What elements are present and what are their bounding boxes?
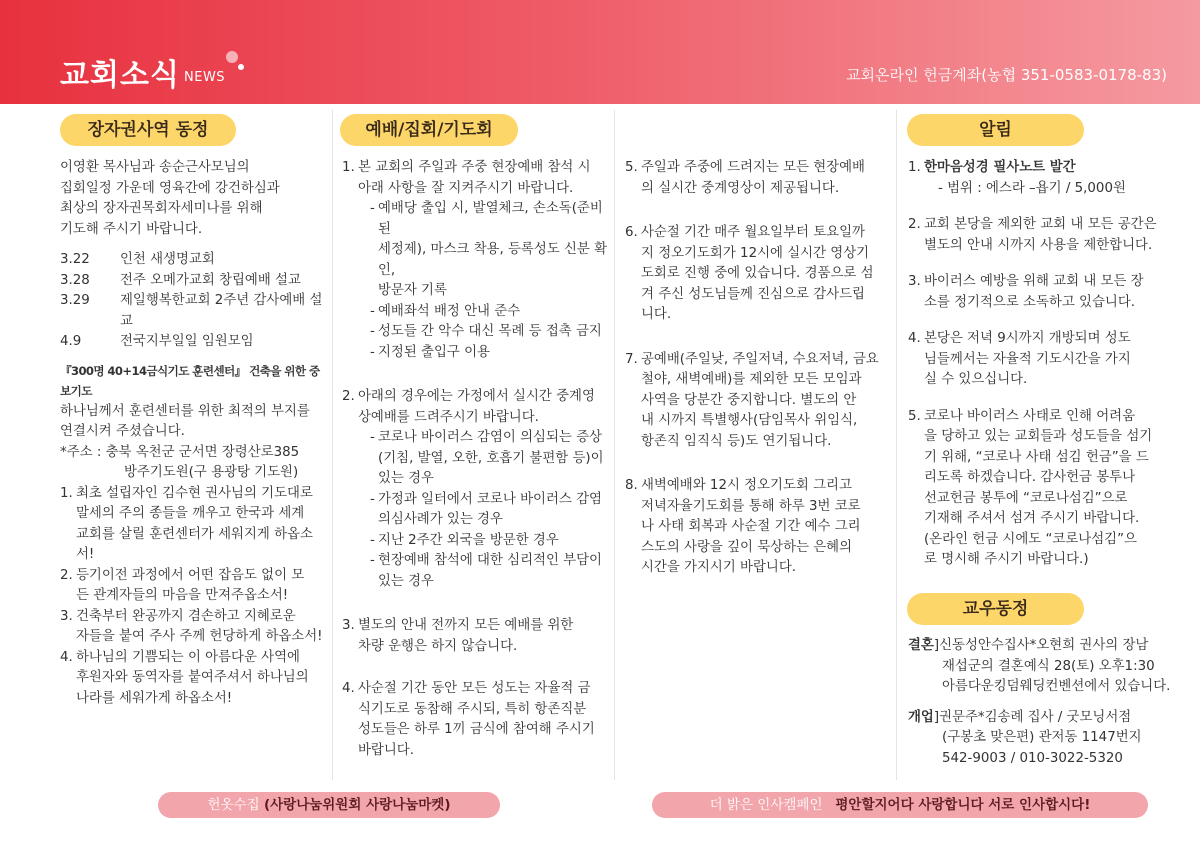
- dash-icon: -: [370, 324, 375, 339]
- worship-item: [342, 616, 608, 657]
- greeting-campaign-label: 더 밝은 인사캠페인: [709, 797, 823, 813]
- address-block: [60, 443, 328, 464]
- worship-subline: 있는 경우: [378, 573, 434, 589]
- worship-column-b: [625, 158, 889, 579]
- schedule-event: 전주 오메가교회 창립예배 설교: [120, 272, 301, 288]
- notice-line: (온라인 헌금 시에도 “코로나섬김”으: [924, 531, 1137, 547]
- worship-subitem: [358, 322, 608, 343]
- notice-line: 코로나 바이러스 사태로 인해 어려움: [924, 408, 1136, 424]
- section-title-worship: 예배/집회/기도회: [340, 114, 518, 146]
- notice-line: 기 위해, “코로나 사태 섬김 헌금”을 드: [924, 449, 1149, 465]
- worship-subline: (기침, 발열, 오한, 호흡기 불편함 등)이: [378, 450, 604, 466]
- schedule-date: 4.9: [60, 334, 82, 349]
- notice-line: 실 수 있으십니다.: [924, 372, 1028, 387]
- worship-subitem: [358, 428, 608, 490]
- worship-line: 아래의 경우에는 가정에서 실시간 중계영: [358, 389, 595, 404]
- worship-item: [342, 679, 608, 761]
- worship-number: 4.: [342, 681, 355, 696]
- worship-line: 나 사태 회복과 사순절 기간 예수 그리: [641, 519, 861, 534]
- worship-subline: 예배당 출입 시, 발열체크, 손소독(준비된: [378, 201, 603, 237]
- offering-account-info: 교회온라인 헌금계좌(농협 351-0583-0178-83): [846, 66, 1167, 84]
- worship-subline: 있는 경우: [378, 471, 434, 486]
- worship-number: 8.: [625, 478, 638, 493]
- worship-line: 새벽예배와 12시 정오기도회 그리고: [641, 478, 852, 493]
- center-text-line: 연결시켜 주셨습니다.: [60, 424, 185, 439]
- notice-line: 을 당하고 있는 교회들과 성도들을 섬기: [924, 429, 1153, 444]
- prayer-line: 후원자와 동역자를 붙여주셔서 하나님의: [76, 670, 309, 685]
- prayer-line: 나라를 세워가게 하옵소서!: [76, 690, 233, 706]
- notice-item: [908, 215, 1174, 256]
- notice-title: 한마음성경 필사노트 발간: [924, 160, 1076, 175]
- worship-line: 아래 사항을 잘 지켜주시기 바랍니다.: [358, 180, 574, 196]
- notice-line: 교회 본당을 제외한 교회 내 모든 공간은: [924, 217, 1157, 232]
- marriage-news-line: 결혼]신동성안수집사*오현희 권사의 장남: [908, 638, 1149, 653]
- opening-news-line: 개업]권문주*김송례 집사 / 굿모닝서점: [908, 709, 1132, 725]
- schedule-date: 3.22: [60, 252, 90, 267]
- worship-line: 의 실시간 중계영상이 제공됩니다.: [641, 180, 840, 196]
- prayer-line: 건축부터 완공까지 겸손하고 지혜로운: [76, 608, 296, 624]
- worship-item: [625, 158, 889, 199]
- worship-subline: 지난 2주간 외국을 방문한 경우: [378, 532, 559, 548]
- worship-line: 본 교회의 주일과 주중 현장예배 참석 시: [358, 160, 591, 175]
- notice-column: [908, 158, 1174, 571]
- worship-item: [625, 476, 889, 579]
- schedule-row: [60, 332, 328, 353]
- worship-subitem: [358, 302, 608, 323]
- notice-line: 기재해 주셔서 섬겨 주시기 바랍니다.: [924, 511, 1140, 526]
- notice-number: 4.: [908, 331, 921, 346]
- clothes-collection-label: 헌옷수집: [207, 797, 260, 813]
- worship-item: [625, 223, 889, 326]
- notice-number: 1.: [908, 160, 921, 175]
- decorative-dot-small-icon: [238, 64, 244, 70]
- notice-line: 님들께서는 자율적 기도시간을 가지: [924, 351, 1131, 367]
- section-title-members: 교우동정: [907, 593, 1084, 625]
- opening-news-line: 542-9003 / 010-3022-5320: [942, 750, 1123, 766]
- worship-line: 도회로 진행 중에 있습니다. 경품으로 섬: [641, 266, 874, 281]
- prayer-number: 2.: [60, 567, 73, 583]
- worship-subline: 성도들 간 악수 대신 목례 등 접촉 금지: [378, 324, 602, 339]
- pastor-intro-line: 이영환 목사님과 송순근사모님의: [60, 160, 250, 175]
- prayer-line: 교회를 살릴 훈련센터가 세워지게 하옵소서!: [76, 526, 313, 562]
- header-banner: [0, 0, 1200, 104]
- dash-icon: -: [370, 430, 375, 445]
- marriage-news-line: 재섭군의 결혼예식 28(토) 오후1:30: [942, 658, 1155, 674]
- prayer-line: 말세의 주의 종들을 깨우고 한국과 세계: [76, 506, 305, 521]
- worship-line: 사순절 기간 동안 모든 성도는 자율적 금: [358, 681, 591, 696]
- notice-line: 별도의 안내 시까지 사용을 제한합니다.: [924, 237, 1153, 253]
- prayer-line: 최초 설립자인 김수현 권사님의 기도대로: [76, 485, 313, 501]
- worship-line: 시간을 가지시기 바랍니다.: [641, 560, 797, 575]
- decorative-dot-icon: [226, 51, 238, 63]
- worship-line: 니다.: [641, 307, 672, 322]
- worship-subitem: [358, 531, 608, 552]
- worship-line: 별도의 안내 전까지 모든 예배를 위한: [358, 618, 574, 633]
- worship-subline: 방문자 기록: [378, 283, 447, 298]
- worship-line: 공예배(주일낮, 주일저녁, 수요저녁, 금요: [641, 351, 879, 367]
- worship-line: 저녁자율기도회를 통해 하루 3번 코로: [641, 498, 861, 514]
- worship-line: 상예배를 드려주시기 바랍니다.: [358, 409, 539, 425]
- pastor-intro-line: 기도해 주시기 바랍니다.: [60, 221, 203, 237]
- schedule-row: [60, 271, 328, 292]
- worship-subline: 현장예배 참석에 대한 심리적인 부담이: [378, 553, 602, 568]
- column-divider: [332, 110, 333, 780]
- dash-icon: -: [370, 201, 375, 216]
- prayer-line: 하나님의 기쁨되는 이 아름다운 사역에: [76, 649, 300, 665]
- worship-number: 3.: [342, 618, 355, 633]
- worship-subitem: [358, 199, 608, 302]
- column-divider: [614, 110, 615, 780]
- worship-subline: 코로나 바이러스 감염이 의심되는 증상: [378, 430, 602, 445]
- opening-news-label: 개업: [908, 709, 934, 725]
- notice-line: 로 명시해 주시기 바랍니다.): [924, 552, 1089, 567]
- prayer-line: 든 관계자들의 마음을 만져주옵소서!: [76, 588, 289, 603]
- worship-subitem: [358, 551, 608, 592]
- opening-news-line: (구봉초 맞은편) 관저동 1147번지: [942, 730, 1142, 745]
- dash-icon: -: [370, 532, 375, 548]
- worship-line: 식기도로 동참해 주시되, 특히 항존직분: [358, 701, 587, 717]
- schedule-row: [60, 250, 328, 271]
- dash-icon: -: [370, 553, 375, 568]
- prayer-item: [60, 566, 328, 607]
- page-title-sub: NEWS: [184, 70, 226, 85]
- worship-subline: 의심사례가 있는 경우: [378, 512, 503, 527]
- schedule-date: 3.28: [60, 272, 90, 288]
- worship-line: 주일과 주중에 드려지는 모든 현장예배: [641, 160, 865, 175]
- center-text-line: 하나님께서 훈련센터를 위한 최적의 부지를: [60, 403, 310, 419]
- dash-icon: -: [370, 344, 375, 360]
- worship-number: 2.: [342, 389, 355, 404]
- worship-subline: 가정과 일터에서 코로나 바이러스 감염: [378, 491, 602, 507]
- notice-item: [908, 158, 1174, 199]
- dash-icon: -: [370, 491, 375, 507]
- worship-line: 내 시까지 특별행사(담임목사 위임식,: [641, 413, 858, 428]
- pastor-intro-line: 집회일정 가운데 영육간에 강건하심과: [60, 180, 280, 196]
- worship-number: 5.: [625, 160, 638, 175]
- schedule-event: 인천 새생명교회: [120, 252, 215, 267]
- worship-line: 성도들은 하루 1끼 금식에 참여해 주시기: [358, 722, 595, 737]
- worship-number: 7.: [625, 351, 638, 367]
- worship-item: [625, 350, 889, 453]
- notice-line: 바이러스 예방을 위해 교회 내 모든 장: [924, 274, 1144, 289]
- greeting-campaign-text: 평안할지어다 사랑합니다 서로 인사합시다!: [835, 797, 1091, 813]
- worship-item: [342, 158, 608, 363]
- prayer-number: 3.: [60, 608, 73, 624]
- worship-subitem: [358, 343, 608, 364]
- prayer-item: [60, 607, 328, 648]
- address-label: *주소 :: [60, 444, 106, 460]
- prayer-item: [60, 648, 328, 710]
- clothes-collection-text: (사랑나눔위원회 사랑나눔마켓): [263, 797, 451, 813]
- notice-item: [908, 407, 1174, 571]
- notice-line: 리도록 하겠습니다. 감사헌금 봉투나: [924, 470, 1136, 485]
- worship-line: 사순절 기간 매주 월요일부터 토요일까: [641, 225, 865, 240]
- worship-line: 차량 운행은 하지 않습니다.: [358, 638, 518, 654]
- clothes-collection-banner: [158, 792, 500, 818]
- worship-line: 스도의 사랑을 깊이 묵상하는 은혜의: [641, 539, 853, 555]
- section-title-notice: 알림: [907, 114, 1084, 146]
- worship-line: 사역을 당분간 중지합니다. 별도의 안: [641, 392, 857, 408]
- prayer-line: 등기이전 과정에서 어떤 잡음도 없이 모: [76, 567, 305, 583]
- pastor-column: [60, 158, 328, 709]
- prayer-line: 자들을 붙여 주사 주께 헌당하게 하옵소서!: [76, 629, 323, 644]
- section-title-pastor: 장자권사역 동정: [60, 114, 236, 146]
- center-prayer-title: 『300명 40+14금식기도 훈련센터』 건축을 위한 중보기도: [60, 363, 320, 398]
- address-line: 방주기도원(구 용광탕 기도원): [124, 465, 299, 480]
- members-news: [908, 636, 1178, 769]
- schedule-event: 제일행복한교회 2주년 감사예배 설교: [120, 293, 323, 329]
- notice-line: 소를 정기적으로 소독하고 있습니다.: [924, 294, 1136, 310]
- notice-line: 선교헌금 봉투에 “코로나섬김”으로: [924, 490, 1128, 506]
- worship-subitem: [358, 490, 608, 531]
- worship-line: 항존직 임직식 등)도 연기됩니다.: [641, 433, 832, 449]
- worship-column-a: [342, 158, 608, 761]
- notice-item: [908, 272, 1174, 313]
- worship-line: 철야, 새벽예배)를 제외한 모든 모임과: [641, 372, 862, 387]
- notice-line: 본당은 저녁 9시까지 개방되며 성도: [924, 331, 1131, 346]
- notice-number: 2.: [908, 217, 921, 232]
- worship-line: 겨 주신 성도님들께 진심으로 감사드립: [641, 286, 865, 302]
- schedule-date: 3.29: [60, 293, 90, 308]
- pastor-intro-line: 최상의 장자권목회자세미나를 위해: [60, 201, 263, 216]
- greeting-campaign-banner: [652, 792, 1148, 818]
- column-divider: [896, 110, 897, 780]
- opening-news: [908, 708, 1178, 770]
- notice-item: [908, 329, 1174, 391]
- worship-line: 바랍니다.: [358, 742, 414, 758]
- worship-number: 6.: [625, 225, 638, 240]
- worship-subline: 세정제), 마스크 착용, 등록성도 신분 확인,: [378, 242, 608, 278]
- worship-line: 지 정오기도회가 12시에 실시간 영상기: [641, 245, 870, 261]
- page-title: 교회소식: [60, 58, 180, 93]
- prayer-number: 1.: [60, 485, 73, 501]
- schedule-row: [60, 291, 328, 332]
- schedule-event: 전국지부일일 임원모임: [120, 334, 254, 349]
- notice-number: 5.: [908, 408, 921, 424]
- prayer-item: [60, 484, 328, 566]
- worship-subline: 지정된 출입구 이용: [378, 344, 490, 360]
- prayer-number: 4.: [60, 649, 73, 665]
- notice-line: - 범위 : 에스라 –욥기 / 5,000원: [938, 180, 1126, 196]
- marriage-news-line: 아름다운킹덤웨딩컨벤션에서 있습니다.: [942, 679, 1171, 694]
- marriage-news-label: 결혼: [908, 638, 934, 653]
- address-line: 충북 옥천군 군서면 장령산로385: [105, 444, 300, 460]
- marriage-news: [908, 636, 1178, 698]
- dash-icon: -: [370, 303, 375, 319]
- worship-subline: 예배좌석 배정 안내 준수: [378, 303, 521, 319]
- worship-number: 1.: [342, 160, 355, 175]
- notice-number: 3.: [908, 274, 921, 289]
- worship-item: [342, 387, 608, 592]
